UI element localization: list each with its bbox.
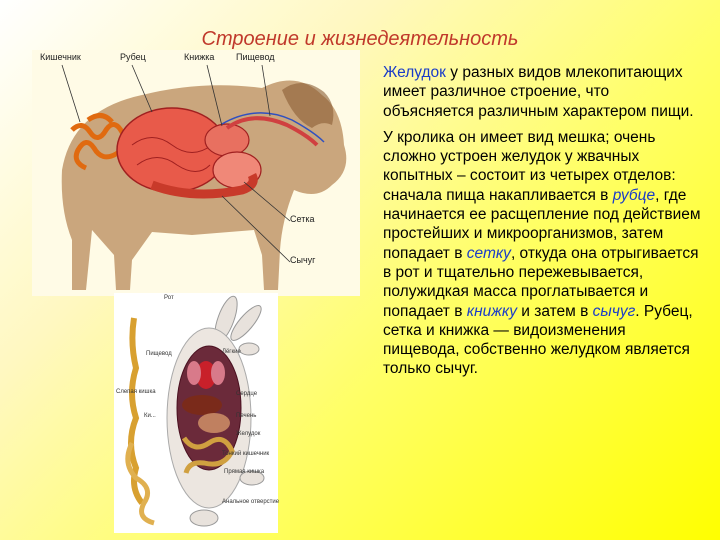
label-small-a: Ки... [144, 413, 156, 419]
term-abomasum: сычуг [592, 302, 636, 320]
label-liver: Печень [236, 413, 257, 419]
slide-title: Строение и жизнедеятельность [201, 28, 519, 50]
label-rectum: Прямая кишка [224, 469, 265, 475]
stomach-organ [198, 413, 230, 433]
rabbit-digestive-figure [114, 293, 278, 533]
label-omasum: Книжка [184, 52, 215, 62]
paragraph-2 [383, 128, 703, 379]
label-mouth: Рот [164, 295, 174, 301]
p2-text-1: У кролика он имеет вид мешка; очень сложно устроен желудок у жвачных копытных – состоит из четырех отделов: сначала пища накапливается в [383, 128, 676, 204]
p2-text-4: и затем в [516, 302, 593, 320]
label-heart: Сердце [236, 391, 258, 397]
label-rumen: Рубец [120, 52, 146, 62]
term-omasum: книжку [466, 302, 517, 320]
term-stomach: Желудок [383, 64, 446, 81]
term-rumen: рубце [612, 186, 656, 204]
label-rabbit-esophagus: Пищевод [146, 351, 172, 357]
p2-text-3: , откуда она отрыгивается в рот и тщательно пережевывается, полужидкая масса проглатывается и попадает в [383, 244, 699, 320]
label-stomach: Желудок [236, 431, 261, 437]
label-esophagus: Пищевод [236, 52, 275, 62]
bison-digestive-figure [32, 50, 360, 296]
term-reticulum: сетку [466, 244, 511, 262]
liver-organ [182, 395, 222, 415]
p2-text-5: . Рубец, сетка и книжка — видоизменения пищевода, собственно желудком является только сычуг. [383, 302, 693, 378]
p2-text-2: , где начинается ее расщепление под действием простейших и микроорганизмов, затем попадает в [383, 186, 701, 262]
label-anus: Анальное отверстие [222, 499, 280, 505]
label-intestine: Кишечник [40, 52, 81, 62]
paragraph-1 [383, 63, 703, 121]
label-small-intestine: Тонкий кишечник [222, 451, 270, 457]
label-reticulum: Сетка [290, 214, 315, 224]
label-lungs: Лёгкие [222, 349, 241, 355]
body-text [383, 63, 703, 386]
omasum-organ [205, 124, 249, 156]
label-cecum: Слепая кишка [116, 389, 156, 395]
p1-rest: у разных видов млекопитающих имеет различное строение, что объясняется различным характером пищи. [383, 64, 694, 120]
label-abomasum: Сычуг [290, 255, 316, 265]
